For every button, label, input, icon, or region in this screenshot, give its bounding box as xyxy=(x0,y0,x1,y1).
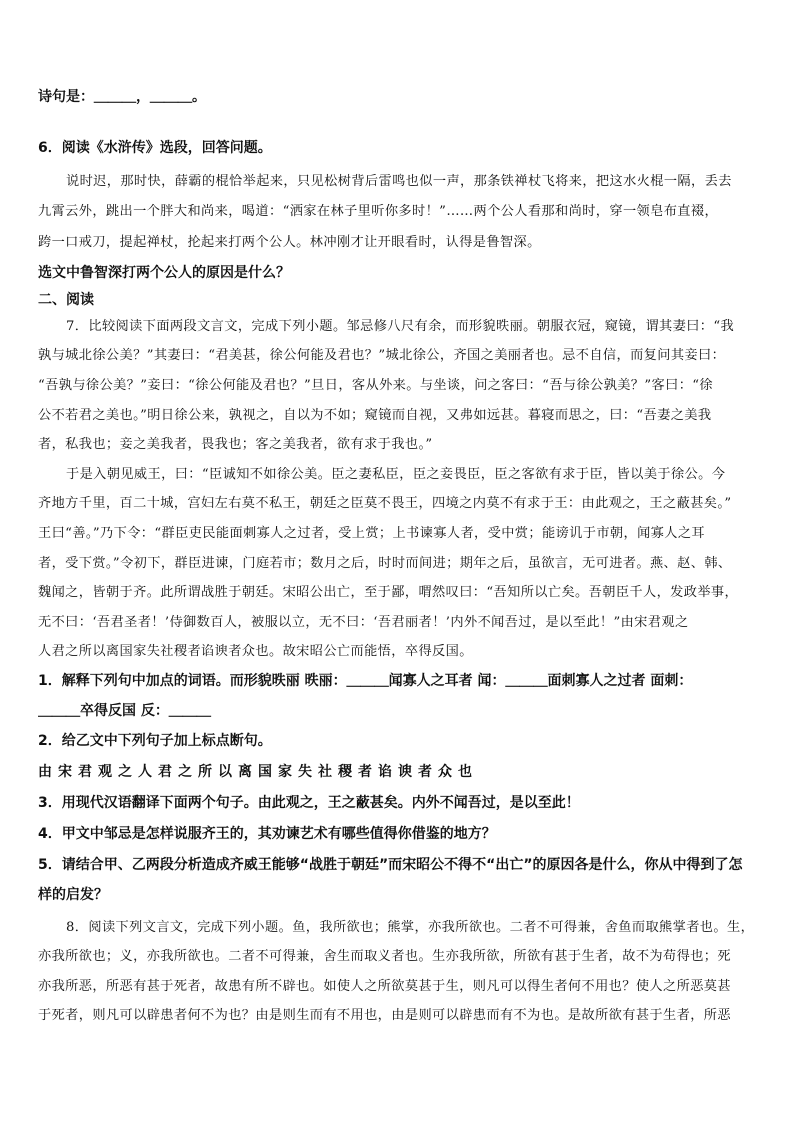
question-7-3: 3．用现代汉语翻译下面两个句子。由此观之，王之蔽甚矣。内外不闻吾过，是以至此！ xyxy=(38,795,580,811)
passage-line: “吾孰与徐公美？”妾曰：“徐公何能及君也？”旦日，客从外来。与坐谈，问之客曰：“吾与徐公孰美？”客曰：“徐 xyxy=(38,378,714,393)
question-7-intro: 7．比较阅读下面两段文言文，完成下列小题。邹忌修八尺有余，而形貌昳丽。朝服衣冠，窥镜，谓其妻曰：“我 xyxy=(66,319,735,334)
section-heading: 二、阅读 xyxy=(38,292,94,308)
question-8-intro: 8．阅读下列文言文，完成下列小题。鱼，我所欲也；熊掌，亦我所欲也。二者不可得兼，舍鱼而取熊掌者也。生， xyxy=(66,920,755,935)
question-7-1: 1．解释下列句中加点的词语。而形貌昳丽 昳丽：＿＿＿闻寡人之耳者 闻：＿＿＿面刺寡人之过者 面刺： xyxy=(38,673,693,689)
passage-line: 于是入朝见威王，曰：“臣诚知不如徐公美。臣之妻私臣，臣之妾畏臣，臣之客欲有求于臣，皆以美于徐公。今 xyxy=(66,467,726,482)
passage-line: 跨一口戒刀，提起禅杖，抡起来打两个公人。林冲刚才让开眼看时，认得是鲁智深。 xyxy=(38,235,541,250)
poem-fill-line: 诗句是：＿＿＿，＿＿＿。 xyxy=(38,89,206,105)
punctuation-sentence: 由宋君观之人君之所以离国家失社稷者谄谀者众也 xyxy=(38,764,478,780)
question-7-1-cont: ＿＿＿卒得反国 反：＿＿＿ xyxy=(38,703,211,719)
question-7-2: 2．给乙文中下列句子加上标点断句。 xyxy=(38,733,272,749)
passage-line: 王曰“善。”乃下令：“群臣吏民能面刺寡人之过者，受上赏；上书谏寡人者，受中赏；能谤讥于市朝，闻寡人之耳 xyxy=(38,526,706,541)
question-7-4: 4．甲文中邹忌是怎样说服齐王的，其劝谏艺术有哪些值得你借鉴的地方？ xyxy=(38,826,496,842)
passage-line: 魏闻之，皆朝于齐。此所谓战胜于朝廷。宋昭公出亡，至于鄙，喟然叹曰：“吾知所以亡矣。吾朝臣千人，发政举事， xyxy=(38,585,739,600)
passage-line: 公不若君之美也。”明日徐公来，孰视之，自以为不如；窥镜而自视，又弗如远甚。暮寝而思之，曰：“吾妻之美我 xyxy=(38,408,712,423)
passage-line: 者，受下赏。”令初下，群臣进谏，门庭若市；数月之后，时时而间进；期年之后，虽欲言，无可进者。燕、赵、韩、 xyxy=(38,556,732,571)
question-7-5-cont: 样的启发？ xyxy=(38,887,108,903)
passage-line: 说时迟，那时快，薛霸的棍恰举起来，只见松树背后雷鸣也似一声，那条铁禅杖飞将来，把这水火棍一隔，丢去 xyxy=(66,174,732,189)
passage-line: 齐地方千里，百二十城，宫妇左右莫不私王，朝廷之臣莫不畏王，四境之内莫不有求于王：由此观之，王之蔽甚矣。” xyxy=(38,496,732,511)
passage-line: 孰与城北徐公美？”其妻曰：“君美甚，徐公何能及君也？”城北徐公，齐国之美丽者也。忌不自信，而复问其妾曰： xyxy=(38,348,726,363)
passage-line: 亦我所恶，所恶有甚于死者，故患有所不辟也。如使人之所欲莫甚于生，则凡可以得生者何不用也？使人之所恶莫甚 xyxy=(38,979,731,994)
passage-line: 九霄云外，跳出一个胖大和尚来，喝道：“洒家在林子里听你多时！”……两个公人看那和尚时，穿一领皂布直裰， xyxy=(38,204,719,219)
passage-line: 亦我所欲也；义，亦我所欲也。二者不可得兼，舍生而取义者也。生亦我所欲，所欲有甚于生者，故不为苟得也；死 xyxy=(38,949,731,964)
question-7-5: 5．请结合甲、乙两段分析造成齐威王能够“战胜于朝廷”而宋昭公不得不“出亡”的原因各是什么，你从中得到了怎 xyxy=(38,857,743,873)
passage-line: 人君之所以离国家失社稷者谄谀者众也。故宋昭公亡而能悟，卒得反国。 xyxy=(38,644,473,659)
passage-line: 无不曰：‘吾君圣者！’侍御数百人，被服以立，无不曰：‘吾君丽者！’内外不闻吾过，是以至此！”由宋君观之 xyxy=(38,615,689,630)
question-6-prompt: 选文中鲁智深打两个公人的原因是什么？ xyxy=(38,265,290,281)
question-6-heading: 6．阅读《水浒传》选段，回答问题。 xyxy=(38,140,272,156)
passage-line: 于死者，则凡可以辟患者何不为也？由是则生而有不用也，由是则可以辟患而有不为也。是故所欲有甚于生者，所恶 xyxy=(38,1008,731,1023)
passage-line: 者，私我也；妾之美我者，畏我也；客之美我者，欲有求于我也。” xyxy=(38,437,433,452)
